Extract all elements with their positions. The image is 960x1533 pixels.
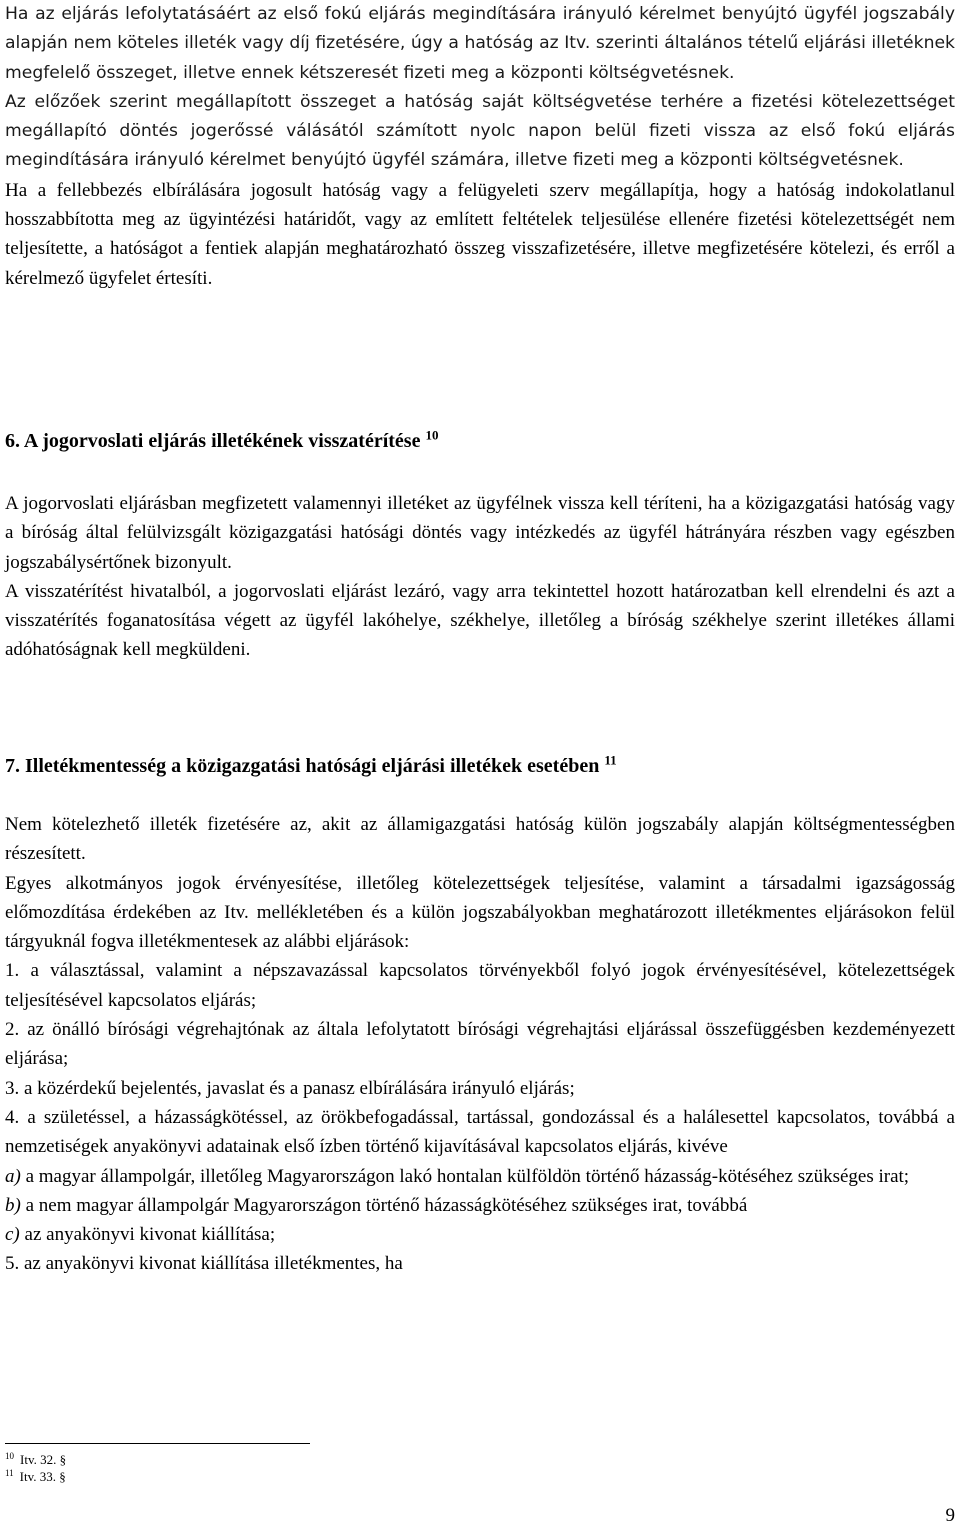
footnote-10: [5, 1451, 66, 1468]
footnote-11-text: Itv. 33. §: [19, 1469, 66, 1484]
footnote-11: [5, 1468, 66, 1485]
sub-item-c-text: az anyakönyvi kivonat kiállítása;: [19, 1224, 276, 1246]
sub-item-c-label: c): [5, 1224, 20, 1246]
page-number: 9: [945, 1505, 955, 1526]
footnote-10-text: Itv. 32. §: [20, 1452, 67, 1467]
list-item-4: 4. a születéssel, a házasságkötéssel, az örökbefogadással, tartással, gondozással és a halálesettel kapcsolatos, továbbá a nemzetiségek anyakönyvi adatainak első ízben történő kijavításával kapcsolatos eljárás, kivéve: [5, 1106, 955, 1158]
footnote-10-number: 10: [5, 1450, 14, 1461]
list-item-2: 2. az önálló bírósági végrehajtónak az általa lefolytatott bírósági végrehajtási eljárással összefüggésben kezdeményezett eljárása;: [5, 1019, 955, 1070]
sub-item-b: [5, 1191, 955, 1220]
paragraph-refund-deadline: Az előzőek szerint megállapított összeget a hatóság saját költségvetése terhére a fizetési kötelezettséget megállapító döntés jogerőssé válásától számított nyolc napon belül fizeti vissza az első fokú eljárás megindítására irányuló kérelmet benyújtó ügyfél számára, illetve fizeti meg a központi költségvetésnek.: [5, 91, 955, 171]
paragraph-appeal-authority: Ha a fellebbezés elbírálására jogosult hatóság vagy a felügyeleti szerv megállapítja, hogy a hatóság indokolatlanul hosszabbította meg az ügyintézési határidőt, vagy az említett feltételek teljesülése ellenére fizetési kötelezettségét nem teljesítette, a hatóságot a fentiek alapján meghatározható összeg visszafizetésére, illetve megfizetésére kötelezi, és erről a kérelmező ügyfelet értesíti.: [5, 179, 955, 289]
section-7-heading: [5, 751, 955, 781]
section-6-title: 6. A jogorvoslati eljárás illetékének visszatérítése: [5, 430, 421, 452]
sub-item-a-label: a): [5, 1165, 21, 1187]
list-item-3: 3. a közérdekű bejelentés, javaslat és a panasz elbírálására irányuló eljárás;: [5, 1077, 575, 1099]
list-item-5: 5. az anyakönyvi kivonat kiállítása illetékmentes, ha: [5, 1253, 403, 1275]
section-7-body: [5, 810, 955, 1279]
paragraph-refund-all-fees: A jogorvoslati eljárásban megfizetett valamennyi illetéket az ügyfélnek vissza kell téríteni, ha a közigazgatási hatóság vagy a bíróság által felülvizsgált közigazgatási hatósági döntés vagy intézkedés az ügyfél hátrányára részben vagy egészben jogszabálysértőnek bizonyult.: [5, 493, 955, 573]
section-6-heading: [5, 426, 955, 456]
paragraph-refund-procedure: A visszatérítést hivatalból, a jogorvoslati eljárást lezáró, vagy arra tekintettel hozott határozatban kell elrendelni és azt a visszatérítés foganatosítása végett az ügyfél lakóhelye, székhelye, illetőleg a bíróság székhelye szerint illetékes állami adóhatóságnak kell megküldeni.: [5, 580, 955, 661]
footnote-ref-11: 11: [604, 752, 617, 768]
sub-item-a: [5, 1162, 955, 1191]
top-paragraphs: [5, 0, 955, 293]
paragraph-cost-exemption: Nem kötelezhető illeték fizetésére az, akit az államigazgatási hatóság külön jogszabály alapján költségmentességben részesített.: [5, 814, 955, 865]
sub-item-c: [5, 1220, 955, 1249]
footnote-separator: [5, 1443, 310, 1444]
paragraph-fee-exemption: Ha az eljárás lefolytatásáért az első fokú eljárás megindítására irányuló kérelmet benyújtó ügyfél jogszabály alapján nem köteles illeték vagy díj fizetésére, úgy a hatóság az Itv. szerinti általános tételű eljárási illetéknek megfelelő összeget, illetve ennek kétszeresét fizeti meg a központi költségvetésnek.: [5, 4, 955, 83]
section-7-title: 7. Illetékmentesség a közigazgatási hatósági eljárási illetékek esetében: [5, 755, 600, 777]
footnote-11-number: 11: [5, 1467, 14, 1478]
sub-item-b-label: b): [5, 1194, 21, 1216]
list-item-1: 1. a választással, valamint a népszavazással kapcsolatos törvényekből folyó jogok érvényesítésével, kötelezettségek teljesítésével kapcsolatos eljárás;: [5, 960, 955, 1011]
section-6-body: [5, 489, 955, 665]
sub-item-b-text: a nem magyar állampolgár Magyarországon történő házasságkötéséhez szükséges irat, továbbá: [20, 1194, 748, 1216]
footnote-ref-10: 10: [425, 427, 439, 443]
sub-item-a-text: a magyar állampolgár, illetőleg Magyarországon lakó hontalan külföldön történő házasság-kötéséhez szükséges irat;: [20, 1165, 910, 1187]
paragraph-exempt-procedures-intro: Egyes alkotmányos jogok érvényesítése, illetőleg kötelezettségek teljesítése, valamint a társadalmi igazságosság előmozdítása érdekében az Itv. mellékletében és a külön jogszabályokban meghatározott illetékmentes eljárásokon felül tárgyuknál fogva illetékmentesek az alábbi eljárások:: [5, 872, 955, 953]
